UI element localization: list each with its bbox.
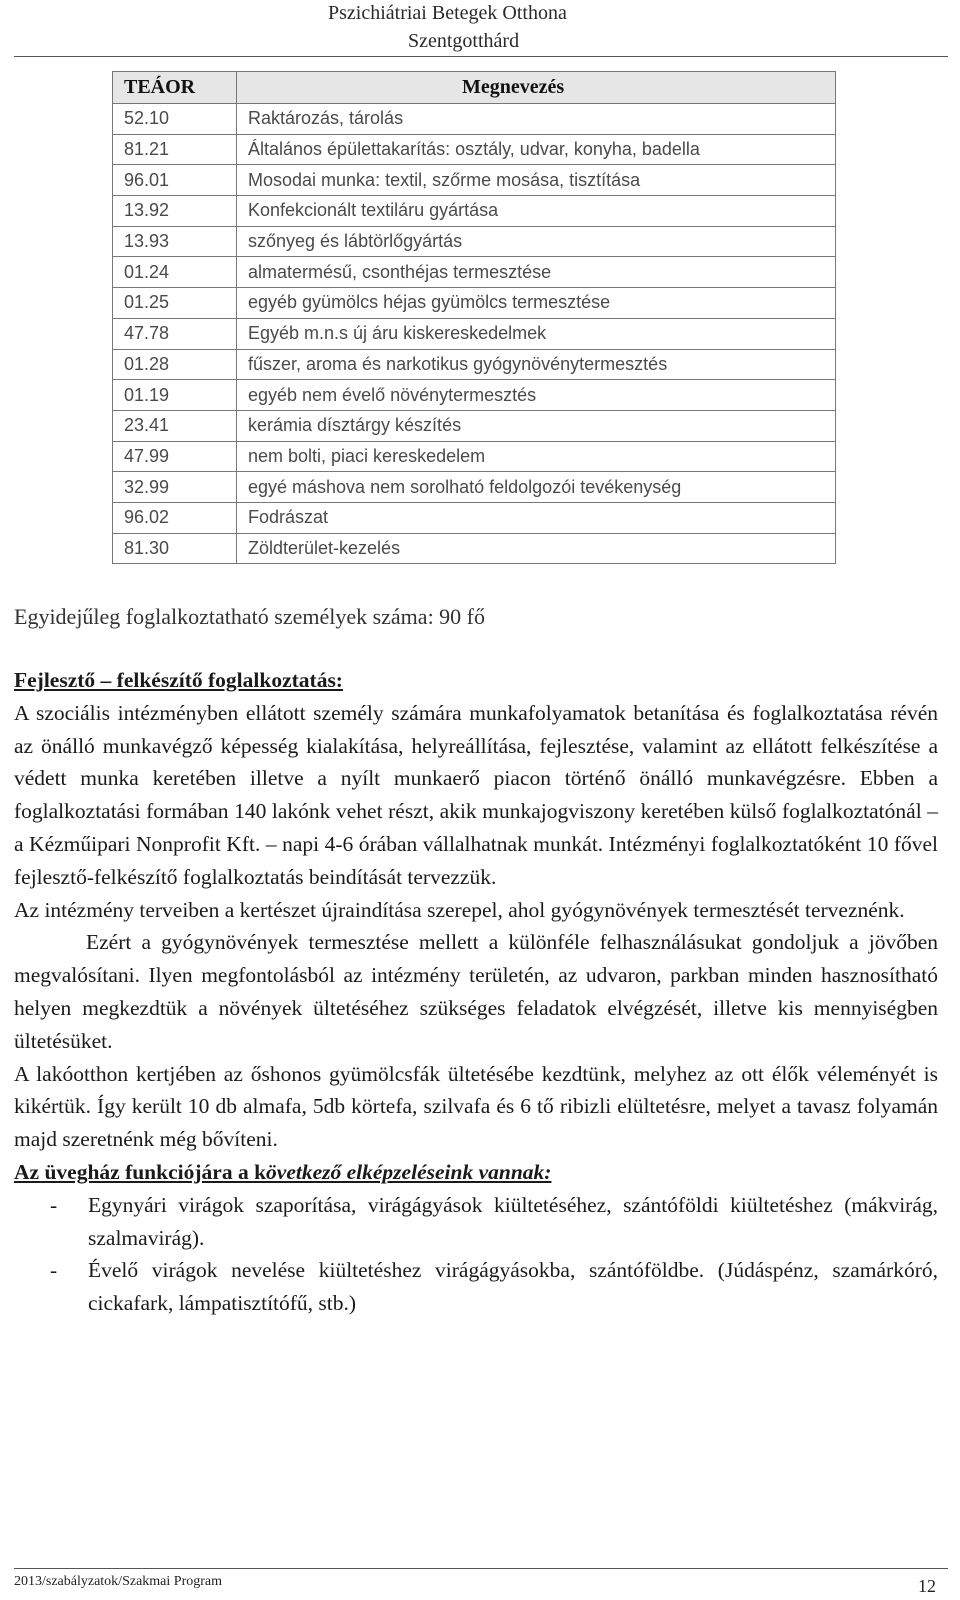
table-row <box>113 104 836 135</box>
teaor-code-cell: 96.01 <box>113 165 237 196</box>
list-item <box>14 1189 938 1255</box>
activity-name-cell: Raktározás, tárolás <box>237 104 836 135</box>
teaor-code-cell: 52.10 <box>113 104 237 135</box>
table-row <box>113 288 836 319</box>
table-row <box>113 318 836 349</box>
activity-name-cell: Zöldterület-kezelés <box>237 533 836 564</box>
column-header-name: Megnevezés <box>237 72 836 104</box>
table-row <box>113 502 836 533</box>
table-row <box>113 257 836 288</box>
teaor-code-cell: 01.25 <box>113 288 237 319</box>
activity-name-cell: Konfekcionált textiláru gyártása <box>237 196 836 227</box>
paragraph-4: A lakóotthon kertjében az őshonos gyümölcsfák ültetésébe kezdtünk, melyhez az ott élők véleményét is kikértük. Így került 10 db almafa, 5db körtefa, szilvafa és 6 tő ribizli elültetésre, melyet a tavasz folyamán majd szeretnénk még bővíteni. <box>14 1061 938 1152</box>
paragraph-2: Az intézmény terveiben a kertészet újraindítása szerepel, ahol gyógynövények termesztését terveznénk. <box>14 897 905 922</box>
teaor-table <box>112 71 836 564</box>
teaor-code-cell: 13.92 <box>113 196 237 227</box>
teaor-code-cell: 23.41 <box>113 410 237 441</box>
teaor-code-cell: 81.21 <box>113 134 237 165</box>
employee-count-summary: Egyidejűleg foglalkoztatható személyek száma: 90 fő <box>14 604 486 629</box>
activity-name-cell: egyéb nem évelő növénytermesztés <box>237 380 836 411</box>
activity-name-cell: nem bolti, piaci kereskedelem <box>237 441 836 472</box>
column-header-code: TEÁOR <box>113 72 237 104</box>
table-row <box>113 533 836 564</box>
teaor-code-cell: 01.28 <box>113 349 237 380</box>
table-row <box>113 472 836 503</box>
teaor-code-cell: 01.19 <box>113 380 237 411</box>
list-item-text: Egynyári virágok szaporítása, virágágyások kiültetéséhez, szántóföldi kiültetéshez (mákvirág, szalmavirág). <box>88 1192 938 1250</box>
activity-name-cell: szőnyeg és lábtörlőgyártás <box>237 226 836 257</box>
teaor-code-cell: 32.99 <box>113 472 237 503</box>
activity-name-cell: Egyéb m.n.s új áru kiskereskedelmek <box>237 318 836 349</box>
activity-name-cell: kerámia dísztárgy készítés <box>237 410 836 441</box>
activity-name-cell: Általános épülettakarítás: osztály, udvar, konyha, badella <box>237 134 836 165</box>
activity-name-cell: Fodrászat <box>237 502 836 533</box>
header-city: Szentgotthárd <box>408 30 520 52</box>
section-heading: Fejlesztő – felkészítő foglalkoztatás: <box>14 668 343 692</box>
greenhouse-plans-list <box>14 1189 938 1320</box>
teaor-code-cell: 81.30 <box>113 533 237 564</box>
paragraph-3: Ezért a gyógynövények termesztése mellett a különféle felhasználásukat gondoljuk a jövőben megvalósítani. Ilyen megfontolásból az intézmény területén, az udvaron, parkban minden hasznosítható helyen megkezdtük a növények ültetéséhez szükséges feladatok elvégzését, illetve kis mennyiségben ültetésüket. <box>14 930 938 1053</box>
activity-name-cell: fűszer, aroma és narkotikus gyógynövénytermesztés <box>237 349 836 380</box>
table-row <box>113 349 836 380</box>
page-number: 12 <box>918 1576 936 1596</box>
table-row <box>113 410 836 441</box>
table-body <box>113 104 836 564</box>
table-row <box>113 380 836 411</box>
teaor-code-cell: 13.93 <box>113 226 237 257</box>
teaor-code-cell: 47.78 <box>113 318 237 349</box>
greenhouse-heading-part-a: Az üvegház funkciójára a k <box>14 1159 267 1184</box>
footer-document-path: 2013/szabályzatok/Szakmai Program <box>14 1574 222 1589</box>
greenhouse-heading <box>14 1156 938 1189</box>
activity-name-cell: Mosodai munka: textil, szőrme mosása, tisztítása <box>237 165 836 196</box>
footer-divider <box>14 1568 948 1569</box>
teaor-code-cell: 47.99 <box>113 441 237 472</box>
activity-name-cell: egyéb gyümölcs héjas gyümölcs termesztése <box>237 288 836 319</box>
header-divider <box>14 56 948 57</box>
list-dash: - <box>50 1258 58 1283</box>
list-item <box>14 1254 938 1320</box>
page-header <box>0 0 960 60</box>
activity-name-cell: egyé máshova nem sorolható feldolgozói tevékenység <box>237 472 836 503</box>
teaor-code-cell: 01.24 <box>113 257 237 288</box>
table-row <box>113 165 836 196</box>
activity-name-cell: almatermésű, csonthéjas termesztése <box>237 257 836 288</box>
teaor-code-cell: 96.02 <box>113 502 237 533</box>
table-row <box>113 134 836 165</box>
paragraph-1: A szociális intézményben ellátott személy számára munkafolyamatok betanítása és foglalkoztatása révén az önálló munkavégző képesség kialakítása, helyreállítása, fejlesztése, valamint az ellátott felkészítése a védett munka keretében illetve a nyílt munkaerő piacon történő önálló munkavégzésre. Ebben a foglalkoztatási formában 140 lakónk vehet részt, akik munkajogviszony keretében külső foglalkoztatónál – a Kézműipari Nonprofit Kft. – napi 4-6 órában vállalhatnak munkát. Intézményi foglalkoztatóként 10 fővel fejlesztő-felkészítő foglalkoztatás beindítását tervezzük. <box>14 700 938 889</box>
list-item-text: Évelő virágok nevelése kiültetéshez virágágyásokba, szántóföldbe. (Júdáspénz, szamárkóró, cickafark, lámpatisztítófű, stb.) <box>88 1258 938 1316</box>
table-row <box>113 196 836 227</box>
header-institution-name: Pszichiátriai Betegek Otthona <box>328 2 567 24</box>
greenhouse-heading-part-b: övetkező elképzeléseink vannak: <box>266 1159 552 1184</box>
main-text <box>14 664 938 1320</box>
table-row <box>113 226 836 257</box>
table-row <box>113 441 836 472</box>
list-dash: - <box>50 1192 58 1217</box>
table-header-row <box>113 72 836 104</box>
